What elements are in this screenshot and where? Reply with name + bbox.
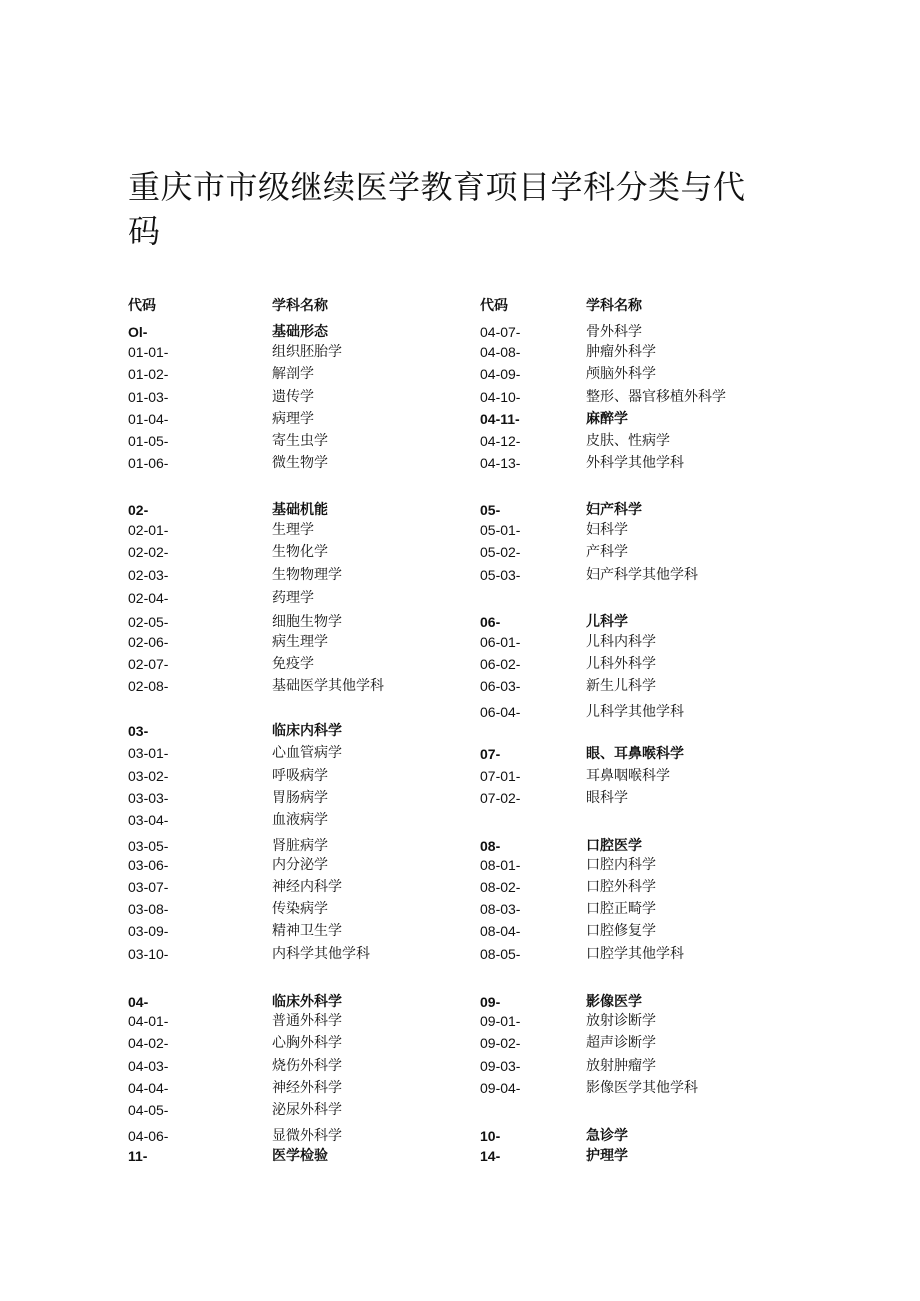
right-code: 04-10- [480, 389, 521, 405]
right-subject-name: 麻醉学 [586, 411, 628, 427]
right-code: 09-02- [480, 1035, 521, 1051]
right-subject-name: 口腔外科学 [586, 879, 656, 895]
page-title: 重庆市市级继续医学教育项目学科分类与代码 [128, 168, 746, 250]
left-code: 02-05- [128, 614, 169, 630]
right-subject-name: 肿瘤外科学 [586, 344, 656, 360]
left-subject-name: 微生物学 [272, 455, 328, 471]
left-code: 03-10- [128, 946, 169, 962]
left-code: 04-01- [128, 1013, 169, 1029]
left-code: 01-06- [128, 455, 169, 471]
left-subject-name: 普通外科学 [272, 1013, 342, 1029]
left-subject-name: 病生理学 [272, 634, 328, 650]
right-subject-name: 皮肤、性病学 [586, 433, 670, 449]
right-code: 05-02- [480, 544, 521, 560]
right-code: 05-03- [480, 567, 521, 583]
left-code: 02-08- [128, 678, 169, 694]
right-subject-name: 急诊学 [586, 1128, 628, 1144]
left-subject-name: 遗传学 [272, 389, 314, 405]
right-subject-name: 儿科学其他学科 [586, 704, 684, 720]
right-code: 04-07- [480, 324, 521, 340]
right-name-header: 学科名称 [586, 298, 642, 314]
right-subject-name: 超声诊断学 [586, 1035, 656, 1051]
left-subject-name: 病理学 [272, 411, 314, 427]
right-code: 08-05- [480, 946, 521, 962]
left-subject-name: 显微外科学 [272, 1128, 342, 1144]
left-code: 03-07- [128, 879, 169, 895]
left-code: 03-02- [128, 768, 169, 784]
right-code: 09- [480, 994, 501, 1010]
left-code: 02-04- [128, 590, 169, 606]
left-code: 11- [128, 1148, 148, 1164]
left-subject-name: 泌尿外科学 [272, 1102, 342, 1118]
left-code: 01-02- [128, 366, 169, 382]
right-subject-name: 口腔内科学 [586, 857, 656, 873]
right-code: 06-02- [480, 656, 521, 672]
right-subject-name: 口腔学其他学科 [586, 946, 684, 962]
right-code: 14- [480, 1148, 501, 1164]
right-code: 07-02- [480, 790, 521, 806]
right-code: 08-03- [480, 901, 521, 917]
right-code: 08- [480, 838, 501, 854]
left-code-header: 代码 [128, 298, 156, 314]
left-subject-name: 寄生虫学 [272, 433, 328, 449]
right-subject-name: 儿科内科学 [586, 634, 656, 650]
right-subject-name: 影像医学 [586, 994, 642, 1010]
left-code: 02-01- [128, 522, 169, 538]
left-code: 03- [128, 723, 149, 739]
left-code: 01-05- [128, 433, 169, 449]
left-subject-name: 免疫学 [272, 656, 314, 672]
right-subject-name: 整形、器官移植外科学 [586, 389, 726, 405]
left-code: 02-06- [128, 634, 169, 650]
right-code: 07- [480, 746, 501, 762]
right-code: 04-11- [480, 411, 520, 427]
right-code: 09-01- [480, 1013, 521, 1029]
right-subject-name: 眼科学 [586, 790, 628, 806]
left-subject-name: 胃肠病学 [272, 790, 328, 806]
left-subject-name: 血液病学 [272, 812, 328, 828]
right-code: 06- [480, 614, 501, 630]
left-subject-name: 心血管病学 [272, 745, 342, 761]
right-code: 04-12- [480, 433, 521, 449]
left-code: 01-03- [128, 389, 169, 405]
right-subject-name: 儿科学 [586, 614, 628, 630]
left-code: 04-06- [128, 1128, 169, 1144]
left-subject-name: 药理学 [272, 590, 314, 606]
left-code: 04-05- [128, 1102, 169, 1118]
right-code: 07-01- [480, 768, 521, 784]
right-subject-name: 口腔医学 [586, 838, 642, 854]
right-code: 06-01- [480, 634, 521, 650]
right-subject-name: 眼、耳鼻喉科学 [586, 746, 684, 762]
right-subject-name: 骨外科学 [586, 324, 642, 340]
right-subject-name: 妇产科学其他学科 [586, 567, 698, 583]
right-code: 05- [480, 502, 501, 518]
left-subject-name: 内分泌学 [272, 857, 328, 873]
right-code-header: 代码 [480, 298, 508, 314]
left-subject-name: 呼吸病学 [272, 768, 328, 784]
right-subject-name: 颅脑外科学 [586, 366, 656, 382]
left-code: 04-03- [128, 1058, 169, 1074]
left-subject-name: 临床内科学 [272, 723, 342, 739]
right-subject-name: 影像医学其他学科 [586, 1080, 698, 1096]
left-code: 02-02- [128, 544, 169, 560]
left-subject-name: 基础机能 [272, 502, 328, 518]
left-subject-name: 生理学 [272, 522, 314, 538]
right-code: 09-03- [480, 1058, 521, 1074]
right-subject-name: 口腔修复学 [586, 923, 656, 939]
right-subject-name: 耳鼻咽喉科学 [586, 768, 670, 784]
left-code: 01-01- [128, 344, 169, 360]
left-code: Ol- [128, 324, 148, 340]
left-subject-name: 肾脏病学 [272, 838, 328, 854]
right-code: 08-02- [480, 879, 521, 895]
left-code: 03-06- [128, 857, 169, 873]
right-subject-name: 妇科学 [586, 522, 628, 538]
right-code: 04-08- [480, 344, 521, 360]
left-name-header: 学科名称 [272, 298, 328, 314]
left-code: 03-01- [128, 745, 169, 761]
right-subject-name: 护理学 [586, 1148, 628, 1164]
right-code: 05-01- [480, 522, 521, 538]
left-code: 03-03- [128, 790, 169, 806]
right-code: 08-01- [480, 857, 521, 873]
left-subject-name: 基础医学其他学科 [272, 678, 384, 694]
right-code: 06-04- [480, 704, 521, 720]
left-code: 02-03- [128, 567, 169, 583]
left-subject-name: 细胞生物学 [272, 614, 342, 630]
right-subject-name: 新生儿科学 [586, 678, 656, 694]
left-code: 02-07- [128, 656, 169, 672]
left-subject-name: 医学检验 [272, 1148, 328, 1164]
left-subject-name: 精神卫生学 [272, 923, 342, 939]
right-code: 06-03- [480, 678, 521, 694]
right-subject-name: 产科学 [586, 544, 628, 560]
left-subject-name: 内科学其他学科 [272, 946, 370, 962]
right-code: 10- [480, 1128, 501, 1144]
right-code: 04-09- [480, 366, 521, 382]
right-subject-name: 放射诊断学 [586, 1013, 656, 1029]
right-subject-name: 放射肿瘤学 [586, 1058, 656, 1074]
left-code: 04-04- [128, 1080, 169, 1096]
left-subject-name: 心胸外科学 [272, 1035, 342, 1051]
left-subject-name: 传染病学 [272, 901, 328, 917]
right-subject-name: 妇产科学 [586, 502, 642, 518]
left-subject-name: 生物化学 [272, 544, 328, 560]
left-code: 03-08- [128, 901, 169, 917]
left-code: 03-09- [128, 923, 169, 939]
right-code: 08-04- [480, 923, 521, 939]
left-code: 04-02- [128, 1035, 169, 1051]
left-subject-name: 基础形态 [272, 324, 328, 340]
left-subject-name: 烧伤外科学 [272, 1058, 342, 1074]
left-subject-name: 临床外科学 [272, 994, 342, 1010]
left-subject-name: 解剖学 [272, 366, 314, 382]
left-code: 02- [128, 502, 149, 518]
left-subject-name: 神经外科学 [272, 1080, 342, 1096]
left-code: 03-04- [128, 812, 169, 828]
left-subject-name: 组织胚胎学 [272, 344, 342, 360]
right-code: 04-13- [480, 455, 521, 471]
left-code: 03-05- [128, 838, 169, 854]
left-code: 04- [128, 994, 149, 1010]
right-code: 09-04- [480, 1080, 521, 1096]
left-code: 01-04- [128, 411, 169, 427]
right-subject-name: 口腔正畸学 [586, 901, 656, 917]
left-subject-name: 生物物理学 [272, 567, 342, 583]
right-subject-name: 儿科外科学 [586, 656, 656, 672]
left-subject-name: 神经内科学 [272, 879, 342, 895]
right-subject-name: 外科学其他学科 [586, 455, 684, 471]
